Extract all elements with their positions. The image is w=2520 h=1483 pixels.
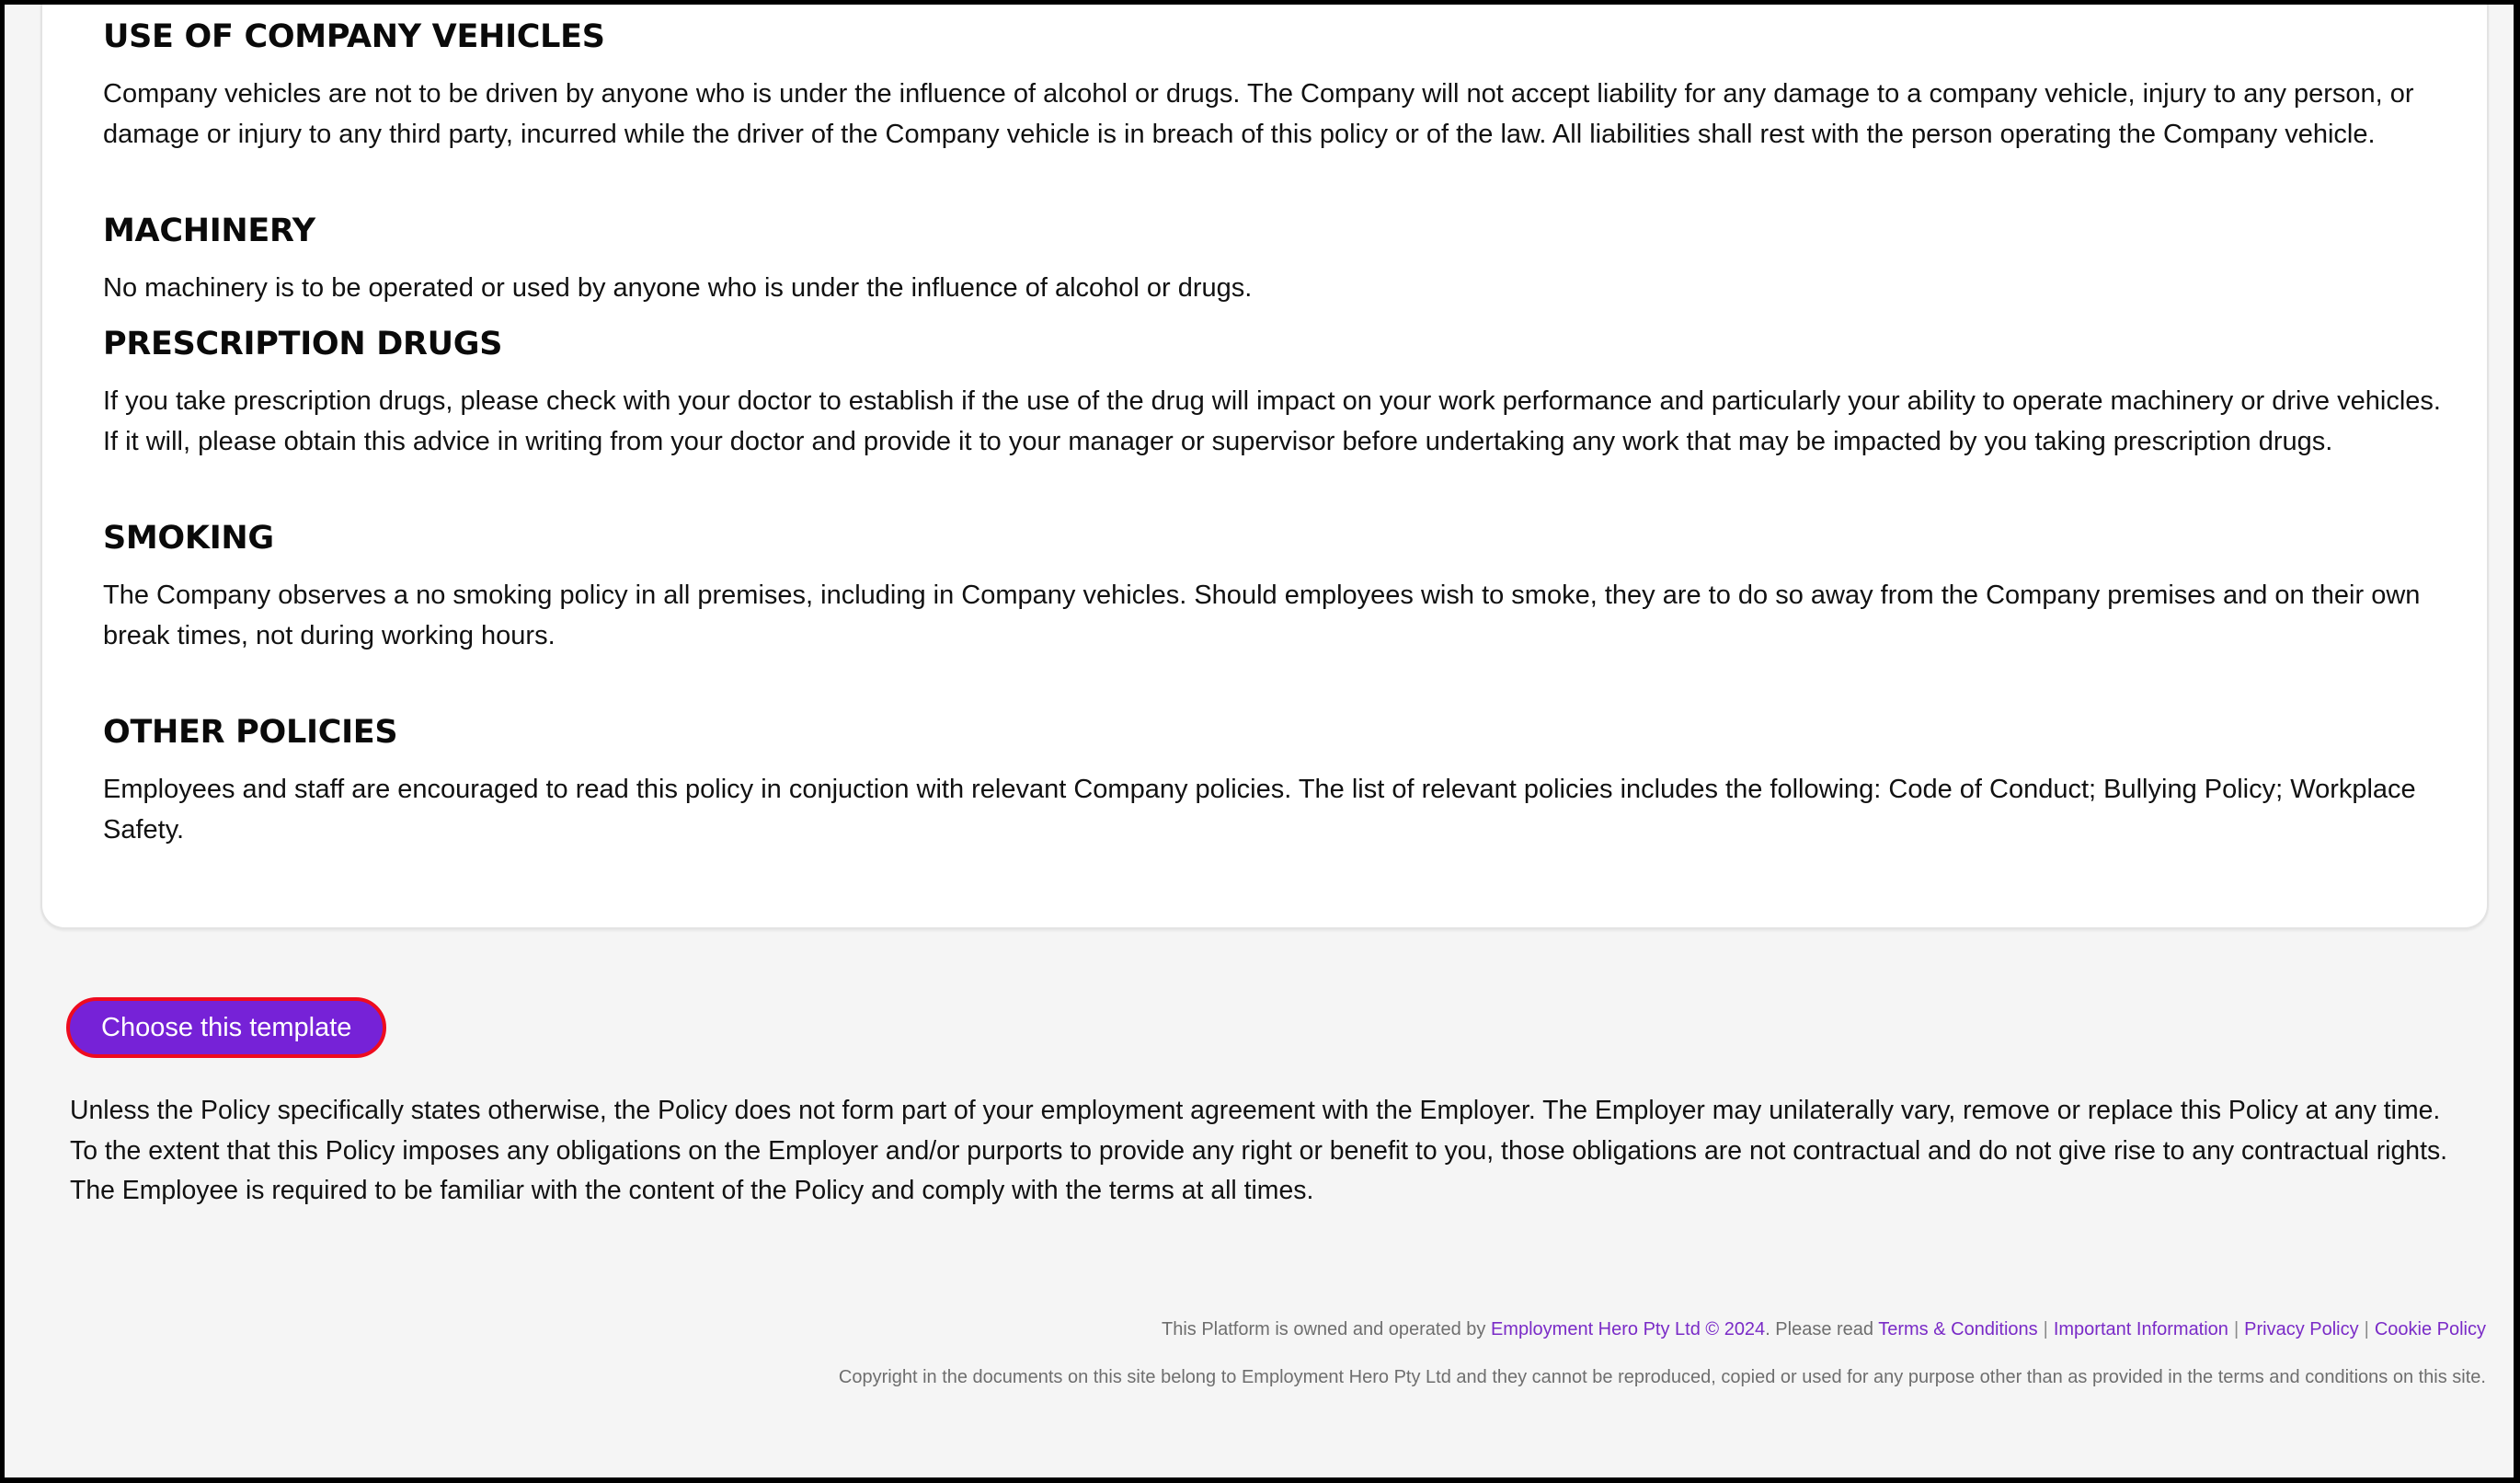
section-body: The Company observes a no smoking policy in all premises, including in Company vehicles. Should employees wish to smoke, they are to do so away from the Company premises and on their own break times, not during working hours.	[103, 581, 2421, 650]
footer-copyright: Copyright in the documents on this site belong to Employment Hero Pty Ltd and they cannot be reproduced, copied or used for any purpose other than as provided in the terms and conditions on this site.	[838, 1367, 2486, 1387]
footer-ownership	[1162, 1319, 2486, 1340]
section-prescription-drugs	[103, 324, 2457, 462]
footer-separator: |	[2043, 1319, 2048, 1339]
important-information-link[interactable]: Important Information	[2053, 1319, 2228, 1339]
cookie-policy-link[interactable]: Cookie Policy	[2374, 1319, 2486, 1339]
section-body: Employees and staff are encouraged to read this policy in conjuction with relevant Company policies. The list of relevant policies includes the following: Code of Conduct; Bullying Policy; Workplace Safety.	[103, 775, 2416, 845]
section-smoking	[103, 518, 2457, 656]
footer-separator: |	[2233, 1319, 2239, 1339]
policy-card	[40, 5, 2489, 929]
page	[5, 5, 2514, 1477]
section-company-vehicles	[103, 17, 2457, 155]
section-body: No machinery is to be operated or used by anyone who is under the influence of alcohol or drugs.	[103, 273, 1253, 303]
section-heading: OTHER POLICIES	[103, 714, 398, 751]
section-heading: SMOKING	[103, 520, 274, 557]
section-machinery	[103, 211, 2457, 309]
section-heading: MACHINERY	[103, 213, 315, 249]
footer-separator: |	[2364, 1319, 2369, 1339]
section-body: Company vehicles are not to be driven by anyone who is under the influence of alcohol or drugs. The Company will not accept liability for any damage to a company vehicle, injury to any person, or damage or injury to any third party, incurred while the driver of the Company vehicle is in breach of this policy or of the law. All liabilities shall rest with the person operating the Company vehicle.	[103, 79, 2414, 149]
choose-template-button[interactable]: Choose this template	[66, 997, 386, 1058]
terms-conditions-link[interactable]: Terms & Conditions	[1878, 1319, 2038, 1339]
policy-disclaimer: Unless the Policy specifically states otherwise, the Policy does not form part of your employment agreement with the Employer. The Employer may unilaterally vary, remove or replace this Policy at any time. To the extent that this Policy imposes any obligations on the Employer and/or purports to provide any right or benefit to you, those obligations are not contractual and do not give rise to any contractual rights. The Employee is required to be familiar with the content of the Policy and comply with the terms at all times.	[70, 1096, 2448, 1206]
section-body: If you take prescription drugs, please check with your doctor to establish if the use of the drug will impact on your work performance and particularly your ability to operate machinery or drive vehicles. If it will, please obtain this advice in writing from your doctor and provide it to your manager or supervisor before undertaking any work that may be impacted by you taking prescription drugs.	[103, 386, 2441, 456]
employment-hero-link[interactable]: Employment Hero Pty Ltd © 2024	[1490, 1319, 1766, 1339]
footer-owned-text: This Platform is owned and operated by	[1162, 1319, 1491, 1339]
privacy-policy-link[interactable]: Privacy Policy	[2244, 1319, 2359, 1339]
section-heading: PRESCRIPTION DRUGS	[103, 326, 503, 362]
section-heading: USE OF COMPANY VEHICLES	[103, 18, 605, 55]
section-other-policies	[103, 712, 2457, 850]
footer-please-read: . Please read	[1765, 1319, 1879, 1339]
